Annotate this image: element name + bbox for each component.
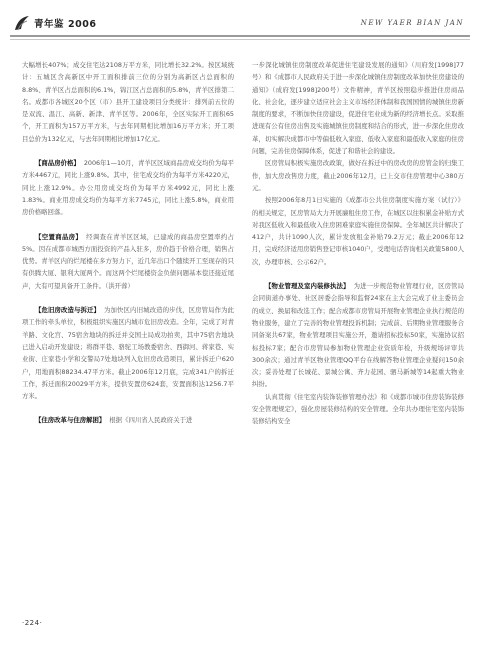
section-heading: 【危旧房改造与拆迁】 — [35, 306, 101, 315]
section-heading: 【商品房价格】 — [35, 159, 80, 168]
header-right-text: NEW YAER BIAN JAN — [360, 19, 464, 27]
section-property-management — [252, 280, 464, 391]
page-number: ·224· — [22, 619, 43, 627]
paragraph: 按照2006年8月1日实施的《成都市公共住房制度实施方案（试行）》的相关规定，区房管局大力开展廉租住房工作，在城区以往积累金补贴方式对我区低收入和最低收入住房困难家庭实施住房保障。全年城区共计解决了412户，共计1090人次，累计发放租金补贴79.2万元；截止2006年12月，完成经济适用房销售登记审核1040户，受理电话咨询相关政策5800人次，办理审核、公示62户。 — [252, 196, 464, 266]
paragraph: 认真贯彻《住宅室内装饰装修管理办法》和《成都市城市住房装饰装修安全管理规定》，强化房屋装修结构的安全管理。全年共办理住宅室内装饰装修结构安全 — [252, 392, 464, 426]
brand-char: 青 — [34, 19, 45, 30]
section-body: 根据《四川省人民政府关于进 — [109, 416, 193, 425]
left-column — [22, 59, 234, 427]
paragraph: 区房管局积极实施房改政策，做好在拆迁中的房改房的房管金的归集工作，加大房改售房力度，截止2006年12月，已上交市住房管理中心380万元。 — [252, 159, 464, 192]
section-heading: 【物业管理及室内装修执法】 — [265, 282, 350, 291]
section-body: 为加快区内旧城改造的步伐，区房管局作为此项工作的牵头单位，积极组织实施区内城市危旧房改造。全年，完成了对青羊路、文化宫、75宿舍地块的拆迁并交国土局成功拍卖，其中75宿舍地块已进入启动开发建设；将群平巷、骆驼工场教委宿舍、西御河、蒋家巷、实业街、庄家巷小学和交警局7处地块列入危旧房改造项目，累计拆迁户620户，用地面积88234.47平方米。截止2006年12月底，完成341户的拆迁工作，拆迁面积20029平方米，提供安置房624套，安置面积达1256.7平方米。 — [22, 306, 235, 401]
paragraph: 大幅增长407%；成交住宅达2108万平方米，同比增长32.2%。按区域统计：五城区含高新区中开工面积排前三位的分别为高新区占总面积的8.8%、青羊区占总面积的6.1%，锦江区占总面积的5.8%，青羊区排第二名。成都市各城区20个区（市）县开工建设项目分类统计：排列前五位的是双流、温江、高新、新津、青羊区等。2006年，全区实际开工面积65个，开工面积为157万平方米，与去年同期相比增加16万平方米；开工项目总价为132亿元，与去年同期相比增加17亿元。 — [22, 61, 234, 143]
section-body: 2006年1—10月，青羊区区域商品房成交均价为每平方米4467元，同比上涨9.8%。其中，住宅成交均价为每平方米4220元，同比上涨12.9%。办公用房成交均价为每平方米4992元，同比上涨1.83%。商业用房成交均价为每平方米7745元，同比上涨5.8%，商业用房价格略回落。 — [22, 159, 235, 217]
yearbook-logo-icon — [12, 13, 32, 33]
brand-year: 2006 — [68, 19, 97, 30]
right-column — [252, 59, 464, 428]
section-body: 经调查在青羊区区域，已建成的商品房空置率约占5%。因在成都市城西方面投资的产品入驻多，房价趋于价格合理，销售占优势。青羊区内的烂尾楼在多方努力下，近几年出口个随续开工至现存的只有供腾大厦、银利大厦两个。而这两个烂尾楼资金负债问题基本偿还接近尾声，大有可望具备开工条件。（洪开蓉） — [22, 232, 235, 290]
section-renovation — [22, 304, 234, 402]
header-divider — [10, 35, 470, 37]
section-housing-reform — [22, 414, 234, 426]
paragraph: 一步深化城镇住房制度改革促进住宅建设发展的通知》（川府发[1998]77号）和《成都市人民政府关于进一步深化城镇住房制度改革加快住房建设的通知》（成府发[1998]200号）文件精神，青羊区按照稳步推进住房商品化、社会化，逐步建立适应社会主义市场经济体制和我国国情的城镇住房新制度的要求，不断加快住房建设，促进住宅业成为新的经济增长点。采取推进现有公有住房出售及实施城镇住房制度和结合的形式，进一步深化住房改革，切实解决成都市中等偏低收入家庭、低收入家庭和最低收入家庭的住房问题，完善住房保障体系，促进了和谐社会的建设。 — [252, 61, 464, 156]
section-housing-price — [22, 157, 234, 218]
header-divider-thin — [10, 39, 470, 40]
section-vacant-housing — [22, 231, 234, 292]
section-heading: 【住房改革与住房解困】 — [35, 416, 106, 425]
section-body: 为进一步规范物业管理行业，区房管局会同街道办事处、社区居委会指导和监督24家在主大会完成了业主委员会的成立、换届和改选工作；配合成都市房管局开展物业管理企业执行规范的物业服务，建立了完善的物业管理投诉机制；完成前、后期物业管理服务合同备案共67家，物业管理项目实施公开，邀请招标投标50家，实施协议招标投标7家；配合市房管局参加物业管理企业资质年检，升级规场评审共300余次；通过青羊区物业管理QQ平台在线解答物业管理企业疑问150余次；妥善处理了长城花、景城公寓、齐力花园、驷马新城等14起重大物业纠纷。 — [252, 282, 465, 389]
section-heading: 【空置商品房】 — [35, 232, 83, 241]
brand-name: 年鉴 — [44, 19, 65, 30]
brand-title — [34, 16, 96, 30]
page-header — [10, 8, 470, 48]
